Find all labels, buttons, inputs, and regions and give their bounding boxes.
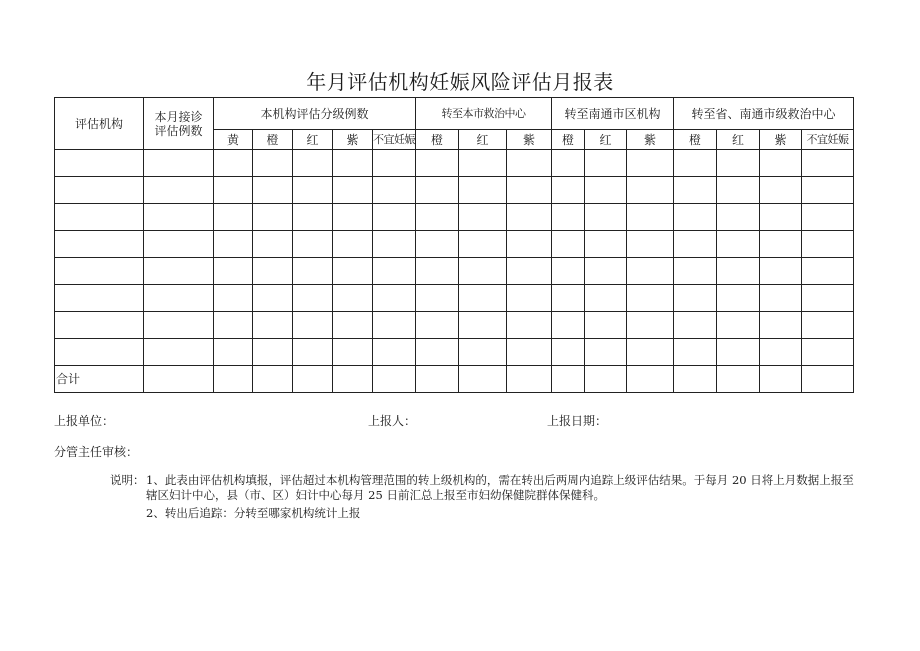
count-cell[interactable] [459,150,507,177]
header-count: 本月接诊评估例数 [144,98,214,150]
count-cell[interactable] [552,258,585,285]
header-city-group: 转至本市救治中心 [416,98,552,130]
count-cell[interactable] [802,258,854,285]
count-cell[interactable] [293,150,333,177]
count-cell[interactable] [552,339,585,366]
count-cell[interactable] [293,258,333,285]
count-cell[interactable] [144,231,214,258]
total-cell[interactable] [459,366,507,393]
table-row [55,312,854,339]
total-cell[interactable] [253,366,293,393]
count-cell[interactable] [144,177,214,204]
count-cell[interactable] [552,204,585,231]
report-unit-label: 上报单位： [54,414,115,428]
reviewer-label: 分管主任审核： [54,445,139,459]
count-cell[interactable] [459,204,507,231]
count-cell[interactable] [214,177,253,204]
note-1: 1、此表由评估机构填报，评估超过本机构管理范围的转上级机构的，需在转出后两周内追踪上级评估结果。于每月 20 日将上月数据上报至辖区妇计中心，县（市、区）妇计中心每月 25 日前汇总上报至市妇幼保健院群体保健科。 [146,473,854,502]
header-row-1 [55,98,854,130]
count-cell[interactable] [459,177,507,204]
level-province-purple: 紫 [760,130,802,150]
count-cell[interactable] [459,231,507,258]
count-cell[interactable] [293,312,333,339]
count-cell[interactable] [373,258,416,285]
count-cell[interactable] [253,231,293,258]
count-cell[interactable] [373,285,416,312]
count-cell[interactable] [373,177,416,204]
level-province-unfit: 不宜妊娠 [802,130,854,150]
org-cell[interactable] [55,258,144,285]
count-cell[interactable] [717,150,760,177]
count-cell[interactable] [333,150,373,177]
table-row [55,177,854,204]
org-cell[interactable] [55,150,144,177]
count-cell[interactable] [416,339,459,366]
count-cell[interactable] [144,339,214,366]
count-cell[interactable] [674,285,717,312]
level-province-orange: 橙 [674,130,717,150]
count-cell[interactable] [459,312,507,339]
count-cell[interactable] [459,285,507,312]
count-cell[interactable] [144,312,214,339]
count-cell[interactable] [760,339,802,366]
table-row [55,285,854,312]
count-cell[interactable] [552,285,585,312]
count-cell[interactable] [627,204,674,231]
total-cell[interactable] [627,366,674,393]
count-cell[interactable] [416,204,459,231]
count-cell[interactable] [293,339,333,366]
table-row [55,204,854,231]
count-cell[interactable] [373,150,416,177]
count-cell[interactable] [416,285,459,312]
count-cell[interactable] [585,204,627,231]
count-cell[interactable] [717,339,760,366]
count-cell[interactable] [293,177,333,204]
count-cell[interactable] [416,231,459,258]
count-cell[interactable] [214,312,253,339]
count-cell[interactable] [214,258,253,285]
count-cell[interactable] [674,204,717,231]
total-cell[interactable] [760,366,802,393]
level-local-purple: 紫 [333,130,373,150]
count-cell[interactable] [585,258,627,285]
org-cell[interactable] [55,285,144,312]
count-cell[interactable] [333,312,373,339]
level-local-red: 红 [293,130,333,150]
level-district-purple: 紫 [627,130,674,150]
count-cell[interactable] [507,258,552,285]
header-org: 评估机构 [55,98,144,150]
total-label: 合计 [55,366,144,393]
table-row [55,339,854,366]
count-cell[interactable] [507,231,552,258]
count-cell[interactable] [214,150,253,177]
count-cell[interactable] [416,177,459,204]
org-cell[interactable] [55,177,144,204]
page-title: 年月评估机构妊娠风险评估月报表 [306,70,614,94]
count-cell[interactable] [585,150,627,177]
count-cell[interactable] [333,339,373,366]
total-cell[interactable] [507,366,552,393]
count-cell[interactable] [253,285,293,312]
count-cell[interactable] [373,339,416,366]
count-cell[interactable] [585,231,627,258]
level-city-red: 红 [459,130,507,150]
notes [110,473,862,521]
count-cell[interactable] [760,258,802,285]
total-cell[interactable] [144,366,214,393]
count-cell[interactable] [674,150,717,177]
level-city-orange: 橙 [416,130,459,150]
count-cell[interactable] [373,204,416,231]
count-cell[interactable] [333,258,373,285]
count-cell[interactable] [802,177,854,204]
count-cell[interactable] [144,150,214,177]
note-2: 2、转出后追踪：分转至哪家机构统计上报 [146,506,361,520]
count-cell[interactable] [717,285,760,312]
header-province-group: 转至省、南通市级救治中心 [674,98,854,130]
count-cell[interactable] [717,204,760,231]
total-cell[interactable] [552,366,585,393]
total-cell[interactable] [293,366,333,393]
count-cell[interactable] [507,312,552,339]
count-cell[interactable] [802,339,854,366]
total-cell[interactable] [585,366,627,393]
total-cell[interactable] [214,366,253,393]
report-table [54,97,854,393]
header-local-group: 本机构评估分级例数 [214,98,416,130]
report-date-label: 上报日期： [547,414,608,428]
count-cell[interactable] [552,231,585,258]
count-cell[interactable] [373,231,416,258]
count-cell[interactable] [552,177,585,204]
count-cell[interactable] [674,312,717,339]
count-cell[interactable] [802,150,854,177]
data-rows [55,150,854,366]
notes-prefix: 说明： [110,473,145,487]
total-cell[interactable] [802,366,854,393]
count-cell[interactable] [627,285,674,312]
count-cell[interactable] [144,258,214,285]
count-cell[interactable] [717,177,760,204]
count-cell[interactable] [253,339,293,366]
count-cell[interactable] [627,258,674,285]
count-cell[interactable] [416,312,459,339]
count-cell[interactable] [333,231,373,258]
count-cell[interactable] [585,285,627,312]
count-cell[interactable] [253,204,293,231]
count-cell[interactable] [214,204,253,231]
count-cell[interactable] [333,204,373,231]
level-province-red: 红 [717,130,760,150]
count-cell[interactable] [293,231,333,258]
count-cell[interactable] [416,258,459,285]
count-cell[interactable] [717,312,760,339]
org-cell[interactable] [55,312,144,339]
level-district-orange: 橙 [552,130,585,150]
count-cell[interactable] [144,285,214,312]
count-cell[interactable] [674,339,717,366]
count-cell[interactable] [760,177,802,204]
count-cell[interactable] [627,150,674,177]
count-cell[interactable] [585,339,627,366]
total-cell[interactable] [717,366,760,393]
count-cell[interactable] [802,231,854,258]
count-cell[interactable] [760,231,802,258]
count-cell[interactable] [802,312,854,339]
count-cell[interactable] [459,339,507,366]
count-cell[interactable] [507,177,552,204]
table-row [55,231,854,258]
table-row [55,258,854,285]
count-cell[interactable] [674,258,717,285]
count-cell[interactable] [760,285,802,312]
count-cell[interactable] [293,204,333,231]
count-cell[interactable] [717,258,760,285]
count-cell[interactable] [585,177,627,204]
count-cell[interactable] [802,204,854,231]
total-cell[interactable] [674,366,717,393]
count-cell[interactable] [674,177,717,204]
level-district-red: 红 [585,130,627,150]
count-cell[interactable] [416,150,459,177]
level-city-purple: 紫 [507,130,552,150]
org-cell[interactable] [55,339,144,366]
total-cell[interactable] [416,366,459,393]
count-cell[interactable] [717,231,760,258]
count-cell[interactable] [253,150,293,177]
count-cell[interactable] [293,285,333,312]
org-cell[interactable] [55,204,144,231]
count-cell[interactable] [214,231,253,258]
count-cell[interactable] [585,312,627,339]
count-cell[interactable] [552,312,585,339]
count-cell[interactable] [253,312,293,339]
count-cell[interactable] [627,177,674,204]
count-cell[interactable] [507,204,552,231]
count-cell[interactable] [802,285,854,312]
reporter-label: 上报人： [368,414,417,428]
count-cell[interactable] [253,177,293,204]
count-cell[interactable] [214,339,253,366]
count-cell[interactable] [760,312,802,339]
count-cell[interactable] [760,150,802,177]
count-cell[interactable] [333,285,373,312]
count-cell[interactable] [144,204,214,231]
count-cell[interactable] [507,339,552,366]
count-cell[interactable] [674,231,717,258]
total-row [55,366,854,393]
count-cell[interactable] [627,339,674,366]
count-cell[interactable] [459,258,507,285]
table-row [55,150,854,177]
header-district-group: 转至南通市区机构 [552,98,674,130]
org-cell[interactable] [55,231,144,258]
count-cell[interactable] [373,312,416,339]
count-cell[interactable] [333,177,373,204]
count-cell[interactable] [552,150,585,177]
total-cell[interactable] [373,366,416,393]
count-cell[interactable] [627,231,674,258]
count-cell[interactable] [627,312,674,339]
count-cell[interactable] [214,285,253,312]
level-local-yellow: 黄 [214,130,253,150]
count-cell[interactable] [760,204,802,231]
count-cell[interactable] [507,150,552,177]
count-cell[interactable] [507,285,552,312]
total-cell[interactable] [333,366,373,393]
level-local-unfit: 不宜妊娠 [373,130,416,150]
count-cell[interactable] [253,258,293,285]
level-local-orange: 橙 [253,130,293,150]
